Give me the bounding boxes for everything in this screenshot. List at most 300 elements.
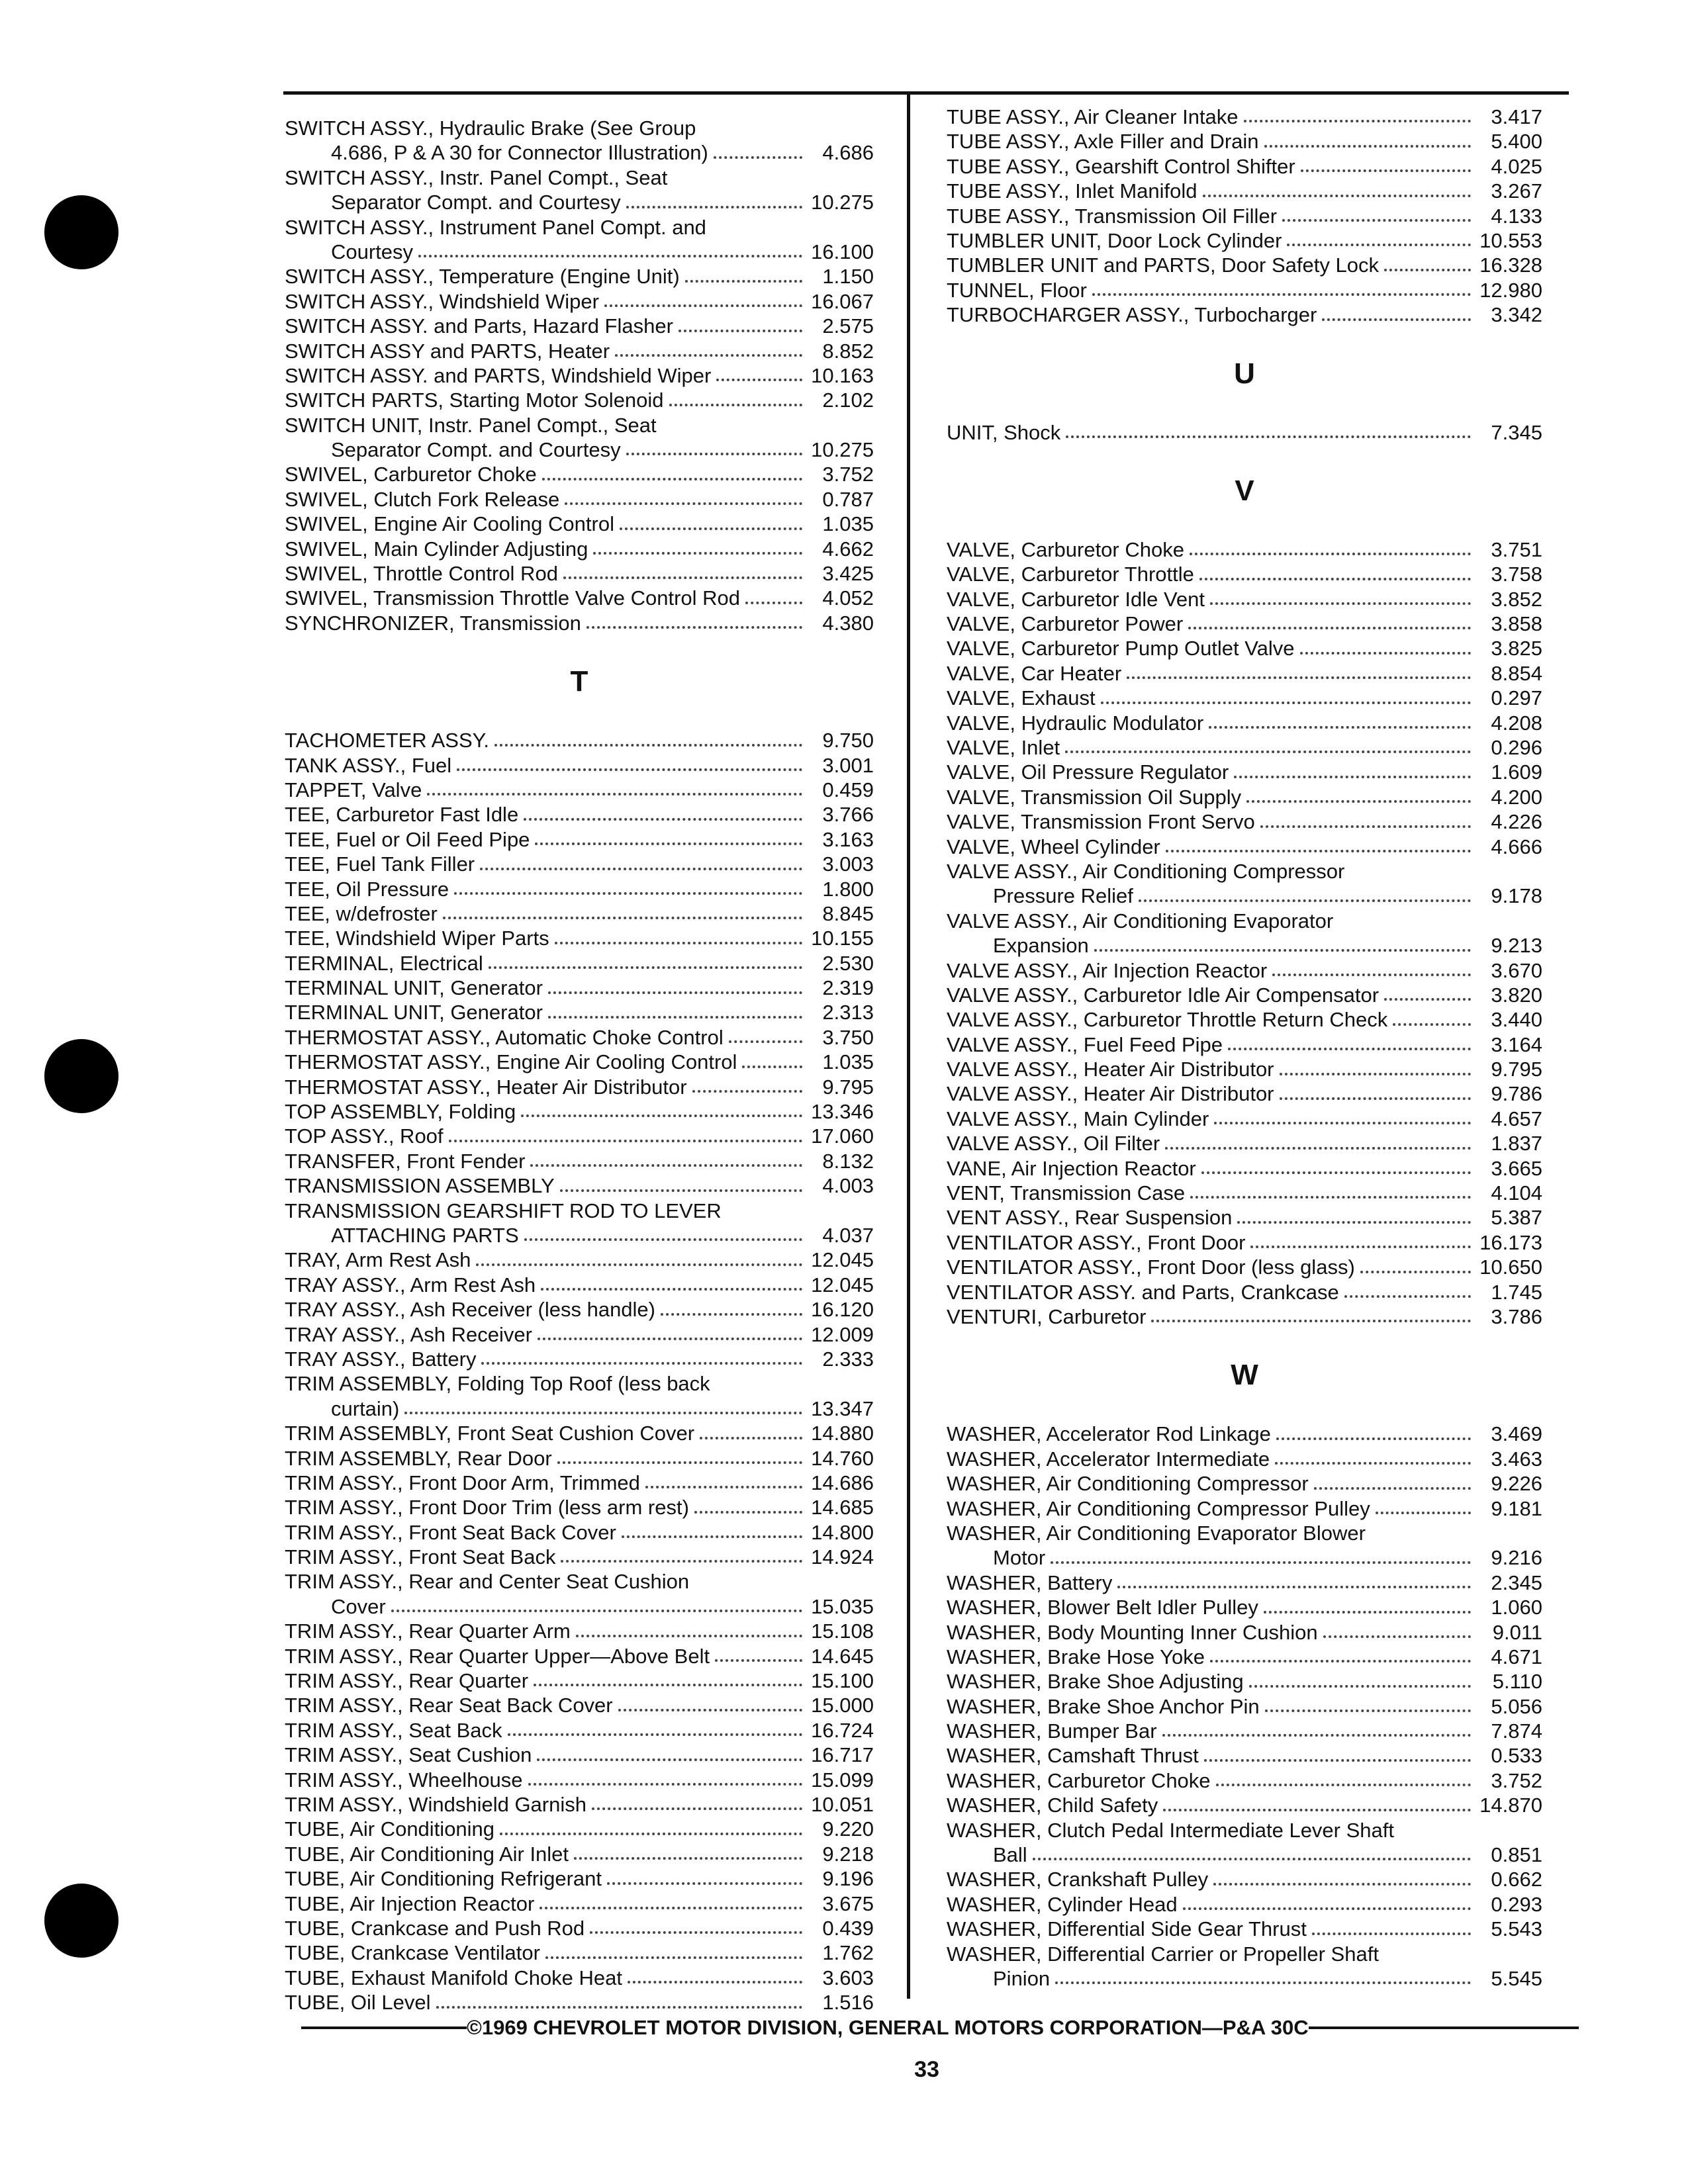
entry-reference-number: 16.173 — [1479, 1230, 1542, 1254]
footer — [301, 2016, 1579, 2040]
entry-text: THERMOSTAT ASSY., Engine Air Cooling Control — [285, 1050, 737, 1074]
dot-leader — [1322, 318, 1471, 321]
entry-text: VALVE ASSY., Oil Filter — [947, 1132, 1160, 1156]
index-entry — [285, 1891, 874, 1916]
entry-reference-number: 14.870 — [1479, 1794, 1542, 1817]
entry-reference-number: 9.226 — [1491, 1472, 1542, 1496]
index-entry — [947, 1743, 1542, 1768]
index-entry — [285, 1297, 874, 1322]
index-entry — [285, 827, 874, 852]
entry-reference-number: 3.751 — [1491, 537, 1542, 561]
index-entry — [285, 1916, 874, 1940]
entry-text: TUBE ASSY., Air Cleaner Intake — [947, 105, 1239, 128]
index-entry — [947, 1719, 1542, 1743]
dot-leader — [542, 478, 802, 480]
dot-leader — [1066, 435, 1471, 438]
index-entry — [285, 1495, 874, 1520]
entry-reference-number: 4.052 — [822, 586, 874, 610]
entry-text: WASHER, Cylinder Head — [947, 1892, 1178, 1916]
index-entry — [285, 512, 874, 536]
entry-text: TUBE, Crankcase Ventilator — [285, 1941, 540, 1965]
dot-leader — [1384, 269, 1471, 271]
entry-reference-number: 4.208 — [1491, 711, 1542, 735]
index-entry — [947, 686, 1542, 710]
entry-text: VALVE ASSY., Fuel Feed Pipe — [947, 1032, 1223, 1056]
index-entry — [947, 1917, 1542, 1941]
dot-leader — [628, 1981, 802, 1983]
entry-text: SWITCH UNIT, Instr. Panel Compt., Seat — [285, 413, 657, 437]
dot-leader — [645, 1486, 802, 1488]
entry-text: Pressure Relief — [993, 884, 1133, 908]
entry-reference-number: 14.686 — [811, 1471, 874, 1494]
entry-reference-number: 4.003 — [822, 1174, 874, 1198]
dot-leader — [1393, 1023, 1471, 1026]
index-entry — [285, 1001, 874, 1025]
index-entry — [285, 1273, 874, 1297]
entry-reference-number: 4.666 — [1491, 835, 1542, 858]
entry-text: TUBE, Oil Level — [285, 1991, 431, 2015]
binder-hole-top — [44, 195, 118, 269]
dot-leader — [427, 793, 802, 796]
dot-leader — [521, 1115, 802, 1117]
entry-reference-number: 16.100 — [811, 240, 874, 263]
index-entry — [947, 179, 1542, 203]
entry-reference-number: 17.060 — [811, 1124, 874, 1148]
entry-text: TEE, Fuel Tank Filler — [285, 852, 475, 876]
entry-text: TUMBLER UNIT and PARTS, Door Safety Lock — [947, 253, 1379, 277]
entry-text: TRANSFER, Front Fender — [285, 1149, 526, 1173]
footer-rule-right — [1309, 2026, 1579, 2029]
dot-leader — [1127, 676, 1471, 679]
index-entry — [285, 802, 874, 827]
dot-leader — [1360, 1271, 1471, 1273]
column-divider — [907, 91, 910, 1999]
index-entry — [285, 901, 874, 926]
entry-text: curtain) — [331, 1396, 400, 1420]
dot-leader — [742, 1066, 802, 1068]
dot-leader — [1210, 602, 1471, 605]
dot-leader — [1265, 1709, 1471, 1712]
dot-leader — [1055, 1981, 1471, 1984]
entry-reference-number: 10.051 — [811, 1792, 874, 1816]
entry-text: TRIM ASSEMBLY, Rear Door — [285, 1446, 552, 1470]
entry-text: SWIVEL, Transmission Throttle Valve Control Rod — [285, 586, 741, 610]
entry-text: SWITCH ASSY and PARTS, Heater — [285, 339, 610, 363]
dot-leader — [530, 1164, 802, 1167]
dot-leader — [1249, 1685, 1471, 1688]
index-entry — [947, 1057, 1542, 1081]
dot-leader — [1094, 949, 1471, 952]
entry-text: SWITCH ASSY. and Parts, Hazard Flasher — [285, 314, 673, 338]
index-entry — [947, 1181, 1542, 1205]
index-entry — [285, 1446, 874, 1471]
entry-reference-number: 7.874 — [1491, 1719, 1542, 1743]
entry-text: TEE, Fuel or Oil Feed Pipe — [285, 827, 530, 851]
dot-leader — [1280, 1073, 1471, 1075]
entry-text: TERMINAL UNIT, Generator — [285, 976, 543, 1000]
entry-reference-number: 15.000 — [811, 1694, 874, 1717]
entry-reference-number: 4.662 — [822, 537, 874, 561]
entry-reference-number: 0.293 — [1491, 1892, 1542, 1916]
entry-text: SWITCH PARTS, Starting Motor Solenoid — [285, 388, 664, 412]
dot-leader — [555, 942, 802, 944]
entry-text: TURBOCHARGER ASSY., Turbocharger — [947, 303, 1317, 327]
entry-text: WASHER, Air Conditioning Compressor — [947, 1472, 1309, 1496]
entry-text: WASHER, Brake Shoe Anchor Pin — [947, 1694, 1260, 1718]
entry-reference-number: 4.200 — [1491, 785, 1542, 809]
entry-text: TOP ASSY., Roof — [285, 1124, 444, 1148]
entry-text: ATTACHING PARTS — [331, 1224, 519, 1247]
entry-reference-number: 15.100 — [811, 1669, 874, 1693]
dot-leader — [1280, 1097, 1471, 1100]
entry-text: VALVE ASSY., Air Conditioning Compressor — [947, 859, 1345, 883]
entry-reference-number: 1.762 — [822, 1941, 874, 1965]
index-entry — [285, 388, 874, 412]
entry-text: TUBE, Air Conditioning Refrigerant — [285, 1867, 602, 1891]
entry-reference-number: 9.795 — [1491, 1058, 1542, 1081]
entry-text: SWITCH ASSY., Windshield Wiper — [285, 289, 599, 313]
entry-reference-number: 3.001 — [822, 753, 874, 777]
index-entry — [285, 1025, 874, 1050]
dot-leader — [1183, 1907, 1471, 1910]
entry-text: VALVE, Transmission Front Servo — [947, 810, 1255, 834]
index-entry — [947, 1082, 1542, 1107]
index-entry — [285, 264, 874, 289]
dot-leader — [1234, 776, 1471, 778]
dot-leader — [1151, 1320, 1471, 1322]
entry-reference-number: 9.196 — [822, 1867, 874, 1891]
entry-text: TRIM ASSY., Rear Quarter Arm — [285, 1619, 571, 1643]
entry-reference-number: 10.275 — [811, 191, 874, 214]
entry-text: SWITCH ASSY., Temperature (Engine Unit) — [285, 265, 680, 289]
index-entry — [285, 561, 874, 586]
index-entry — [285, 951, 874, 976]
index-entry — [285, 926, 874, 950]
entry-reference-number: 1.516 — [822, 1991, 874, 2015]
entry-reference-number: 4.104 — [1491, 1181, 1542, 1205]
entry-text: SWIVEL, Engine Air Cooling Control — [285, 512, 614, 536]
entry-text: TUBE ASSY., Transmission Oil Filler — [947, 204, 1278, 228]
index-entry — [947, 661, 1542, 686]
entry-text: VENTILATOR ASSY., Front Door — [947, 1230, 1246, 1254]
dot-leader — [436, 2006, 802, 2009]
entry-reference-number: 3.752 — [822, 463, 874, 486]
entry-text: WASHER, Child Safety — [947, 1794, 1158, 1817]
dot-leader — [534, 1684, 802, 1686]
index-entry — [285, 877, 874, 901]
index-entry — [285, 1693, 874, 1717]
entry-reference-number: 0.439 — [822, 1916, 874, 1940]
entry-text: TUBE, Crankcase and Push Rod — [285, 1916, 585, 1940]
entry-reference-number: 13.346 — [811, 1100, 874, 1124]
entry-text: WASHER, Battery — [947, 1570, 1113, 1594]
entry-text: TUMBLER UNIT, Door Lock Cylinder — [947, 228, 1282, 252]
dot-leader — [443, 917, 802, 919]
entry-text: TRANSMISSION GEARSHIFT ROD TO LEVER — [285, 1199, 722, 1222]
entry-reference-number: 1.800 — [822, 877, 874, 901]
index-entry — [947, 1304, 1542, 1329]
entry-text: SWIVEL, Main Cylinder Adjusting — [285, 537, 588, 561]
entry-text: Expansion — [993, 934, 1089, 958]
entry-reference-number: 0.297 — [1491, 686, 1542, 710]
entry-reference-number: 14.800 — [811, 1520, 874, 1544]
entry-text: WASHER, Air Conditioning Evaporator Blower — [947, 1521, 1366, 1545]
dot-leader — [404, 1412, 802, 1414]
dot-leader — [454, 892, 802, 895]
dot-leader — [561, 1560, 802, 1563]
entry-reference-number: 9.795 — [822, 1075, 874, 1099]
entry-reference-number: 16.717 — [811, 1743, 874, 1767]
entry-reference-number: 0.533 — [1491, 1744, 1542, 1768]
index-entry — [285, 314, 874, 338]
entry-reference-number: 1.609 — [1491, 760, 1542, 784]
index-entry — [947, 1280, 1542, 1304]
entry-text: TUBE ASSY., Inlet Manifold — [947, 179, 1197, 203]
index-entry — [285, 586, 874, 610]
binder-hole-bottom — [44, 1884, 118, 1958]
entry-reference-number: 9.220 — [822, 1817, 874, 1841]
entry-text: VALVE ASSY., Carburetor Throttle Return Check — [947, 1008, 1388, 1032]
entry-text: VENT, Transmission Case — [947, 1181, 1186, 1205]
index-entry — [285, 1768, 874, 1792]
dot-leader — [1384, 998, 1471, 1001]
index-entry — [947, 228, 1542, 253]
entry-text: 4.686, P & A 30 for Connector Illustration) — [331, 141, 708, 165]
entry-text: TRIM ASSY., Rear Seat Back Cover — [285, 1694, 613, 1717]
entry-text: TRIM ASSEMBLY, Folding Top Roof (less back — [285, 1372, 710, 1396]
dot-leader — [528, 1783, 802, 1786]
entry-text: SYNCHRONIZER, Transmission — [285, 611, 581, 635]
dot-leader — [1246, 800, 1471, 803]
entry-reference-number: 3.342 — [1491, 303, 1542, 327]
index-entry — [947, 1768, 1542, 1793]
footer-copyright: ©1969 CHEVROLET MOTOR DIVISION, GENERAL MOTORS CORPORATION—P&A 30C — [467, 2016, 1309, 2039]
section-letter-heading: U — [1234, 357, 1255, 390]
dot-leader — [1264, 145, 1471, 148]
entry-text: TRIM ASSY., Rear Quarter — [285, 1669, 529, 1693]
entry-reference-number: 16.724 — [811, 1718, 874, 1742]
dot-leader — [1344, 1295, 1471, 1298]
entry-text: TUNNEL, Floor — [947, 278, 1087, 302]
index-entry — [285, 1817, 874, 1841]
dot-leader — [524, 1238, 802, 1241]
entry-text: WASHER, Body Mounting Inner Cushion — [947, 1620, 1318, 1644]
entry-text: VALVE, Oil Pressure Regulator — [947, 760, 1229, 784]
entry-reference-number: 3.417 — [1491, 105, 1542, 128]
dot-leader — [418, 255, 802, 257]
entry-text: WASHER, Crankshaft Pulley — [947, 1868, 1209, 1891]
entry-reference-number: 4.226 — [1491, 810, 1542, 834]
entry-text: VANE, Air Injection Reactor — [947, 1156, 1196, 1180]
entry-reference-number: 3.665 — [1491, 1156, 1542, 1180]
index-entry — [285, 363, 874, 388]
dot-leader — [1092, 293, 1471, 296]
entry-text: Separator Compt. and Courtesy — [331, 191, 621, 214]
dot-leader — [1237, 1221, 1471, 1224]
entry-reference-number: 9.786 — [1491, 1082, 1542, 1106]
index-entry — [285, 1569, 874, 1619]
entry-text: Ball — [993, 1843, 1027, 1867]
entry-text: VALVE, Car Heater — [947, 661, 1122, 685]
index-entry — [947, 1447, 1542, 1471]
entry-text: WASHER, Accelerator Intermediate — [947, 1447, 1270, 1471]
dot-leader — [661, 1313, 802, 1316]
entry-text: VALVE, Transmission Oil Supply — [947, 785, 1242, 809]
index-entry — [285, 1371, 874, 1421]
entry-reference-number: 9.213 — [1491, 934, 1542, 958]
entry-text: TANK ASSY., Fuel — [285, 753, 452, 777]
index-entry — [285, 1668, 874, 1693]
entry-text: VALVE ASSY., Air Injection Reactor — [947, 958, 1268, 982]
dot-leader — [480, 868, 802, 870]
entry-text: SWIVEL, Carburetor Choke — [285, 463, 537, 486]
index-entry — [285, 976, 874, 1000]
index-entry — [285, 165, 874, 215]
index-entry — [947, 302, 1542, 327]
entry-text: TUBE ASSY., Axle Filler and Drain — [947, 130, 1259, 154]
entry-text: TRAY ASSY., Ash Receiver — [285, 1322, 532, 1346]
index-entry — [285, 753, 874, 778]
entry-text: TRAY, Arm Rest Ash — [285, 1248, 471, 1272]
index-entry — [947, 983, 1542, 1007]
index-entry — [285, 1842, 874, 1866]
index-entry — [285, 289, 874, 314]
index-entry — [947, 1892, 1542, 1917]
entry-text: WASHER, Bumper Bar — [947, 1719, 1157, 1743]
entry-reference-number: 5.056 — [1491, 1694, 1542, 1718]
entry-reference-number: 8.132 — [822, 1149, 874, 1173]
index-entry — [285, 1966, 874, 1990]
entry-reference-number: 4.380 — [822, 611, 874, 635]
index-entry — [285, 728, 874, 752]
index-entry — [285, 116, 874, 165]
entry-text: WASHER, Camshaft Thrust — [947, 1744, 1199, 1768]
entry-text: TRIM ASSY., Front Seat Back Cover — [285, 1520, 616, 1544]
entry-text: TRIM ASSY., Windshield Garnish — [285, 1792, 586, 1816]
entry-text: THERMOSTAT ASSY., Automatic Choke Control — [285, 1025, 724, 1049]
entry-text: SWIVEL, Throttle Control Rod — [285, 562, 558, 586]
dot-leader — [1314, 1487, 1471, 1490]
index-entry — [947, 909, 1542, 958]
entry-reference-number: 16.120 — [811, 1298, 874, 1322]
index-entry — [947, 204, 1542, 228]
entry-reference-number: 12.045 — [811, 1273, 874, 1297]
entry-reference-number: 9.011 — [1492, 1620, 1542, 1644]
dot-leader — [476, 1263, 802, 1266]
entry-reference-number: 3.603 — [822, 1966, 874, 1989]
entry-reference-number: 12.980 — [1479, 278, 1542, 302]
dot-leader — [620, 527, 802, 530]
entry-text: UNIT, Shock — [947, 420, 1061, 444]
index-entry — [285, 1075, 874, 1099]
entry-text: VALVE, Carburetor Power — [947, 612, 1184, 636]
dot-leader — [560, 1189, 802, 1192]
entry-reference-number: 2.313 — [822, 1001, 874, 1024]
dot-leader — [714, 156, 802, 159]
entry-text: TRAY ASSY., Arm Rest Ash — [285, 1273, 536, 1297]
entry-reference-number: 5.400 — [1491, 130, 1542, 154]
index-entry — [947, 1032, 1542, 1057]
entry-reference-number: 3.766 — [822, 803, 874, 827]
entry-text: TUBE, Air Injection Reactor — [285, 1891, 535, 1915]
dot-leader — [1250, 1246, 1471, 1248]
entry-text: TRIM ASSY., Seat Cushion — [285, 1743, 532, 1767]
entry-reference-number: 14.645 — [811, 1644, 874, 1668]
entry-text: TUBE ASSY., Gearshift Control Shifter — [947, 154, 1295, 178]
dot-leader — [1216, 1784, 1471, 1786]
entry-text: VALVE, Carburetor Idle Vent — [947, 587, 1205, 611]
entry-text: VENTILATOR ASSY. and Parts, Crankcase — [947, 1280, 1339, 1304]
entry-text: TRIM ASSY., Rear and Center Seat Cushion — [285, 1570, 690, 1594]
entry-text: TRIM ASSY., Front Door Arm, Trimmed — [285, 1471, 640, 1494]
index-entry — [947, 1255, 1542, 1279]
dot-leader — [1264, 1611, 1471, 1614]
entry-reference-number: 3.852 — [1491, 587, 1542, 611]
index-entry — [947, 253, 1542, 277]
entry-text: TRIM ASSY., Front Door Trim (less arm rest) — [285, 1496, 689, 1520]
entry-text: VALVE, Wheel Cylinder — [947, 835, 1160, 858]
entry-reference-number: 3.425 — [822, 562, 874, 586]
dot-leader — [541, 1288, 802, 1291]
index-entry — [947, 612, 1542, 636]
dot-leader — [576, 1635, 802, 1637]
entry-text: VENTURI, Carburetor — [947, 1305, 1147, 1328]
entry-reference-number: 5.110 — [1492, 1670, 1542, 1694]
entry-text: TRIM ASSY., Seat Back — [285, 1718, 502, 1742]
entry-reference-number: 4.133 — [1491, 204, 1542, 228]
entry-text: WASHER, Differential Side Gear Thrust — [947, 1917, 1307, 1941]
index-entry — [285, 1099, 874, 1124]
index-entry — [947, 278, 1542, 302]
entry-reference-number: 3.750 — [822, 1025, 874, 1049]
entry-text: TRIM ASSY., Wheelhouse — [285, 1768, 523, 1792]
entry-reference-number: 3.825 — [1491, 637, 1542, 660]
dot-leader — [1282, 219, 1471, 222]
entry-reference-number: 3.469 — [1491, 1422, 1542, 1446]
entry-reference-number: 8.854 — [1491, 661, 1542, 685]
index-entry — [285, 852, 874, 876]
index-column-left — [285, 116, 874, 2015]
dot-leader — [1214, 1122, 1471, 1124]
index-entry — [285, 215, 874, 265]
entry-text: TRAY ASSY., Ash Receiver (less handle) — [285, 1298, 655, 1322]
dot-leader — [391, 1610, 802, 1612]
dot-leader — [692, 1090, 802, 1093]
entry-text: TACHOMETER ASSY. — [285, 729, 489, 752]
entry-text: VALVE, Hydraulic Modulator — [947, 711, 1204, 735]
footer-rule-left — [301, 2026, 467, 2029]
index-entry — [285, 537, 874, 561]
entry-text: VALVE ASSY., Carburetor Idle Air Compensator — [947, 983, 1380, 1007]
entry-text: VALVE, Carburetor Choke — [947, 537, 1184, 561]
index-entry — [947, 1620, 1542, 1645]
dot-leader — [685, 280, 802, 283]
entry-reference-number: 3.758 — [1491, 563, 1542, 586]
entry-reference-number: 2.530 — [822, 951, 874, 975]
entry-text: Motor — [993, 1546, 1046, 1570]
index-entry — [947, 1669, 1542, 1694]
entry-text: WASHER, Carburetor Choke — [947, 1768, 1211, 1792]
index-entry — [947, 1867, 1542, 1891]
entry-reference-number: 12.009 — [811, 1322, 874, 1346]
entry-reference-number: 15.108 — [811, 1619, 874, 1643]
entry-reference-number: 9.181 — [1491, 1496, 1542, 1520]
entry-text: VALVE ASSY., Heater Air Distributor — [947, 1058, 1274, 1081]
dot-leader — [1276, 1437, 1471, 1440]
entry-reference-number: 12.045 — [811, 1248, 874, 1272]
index-entry — [285, 1619, 874, 1643]
dot-leader — [1323, 1635, 1471, 1638]
